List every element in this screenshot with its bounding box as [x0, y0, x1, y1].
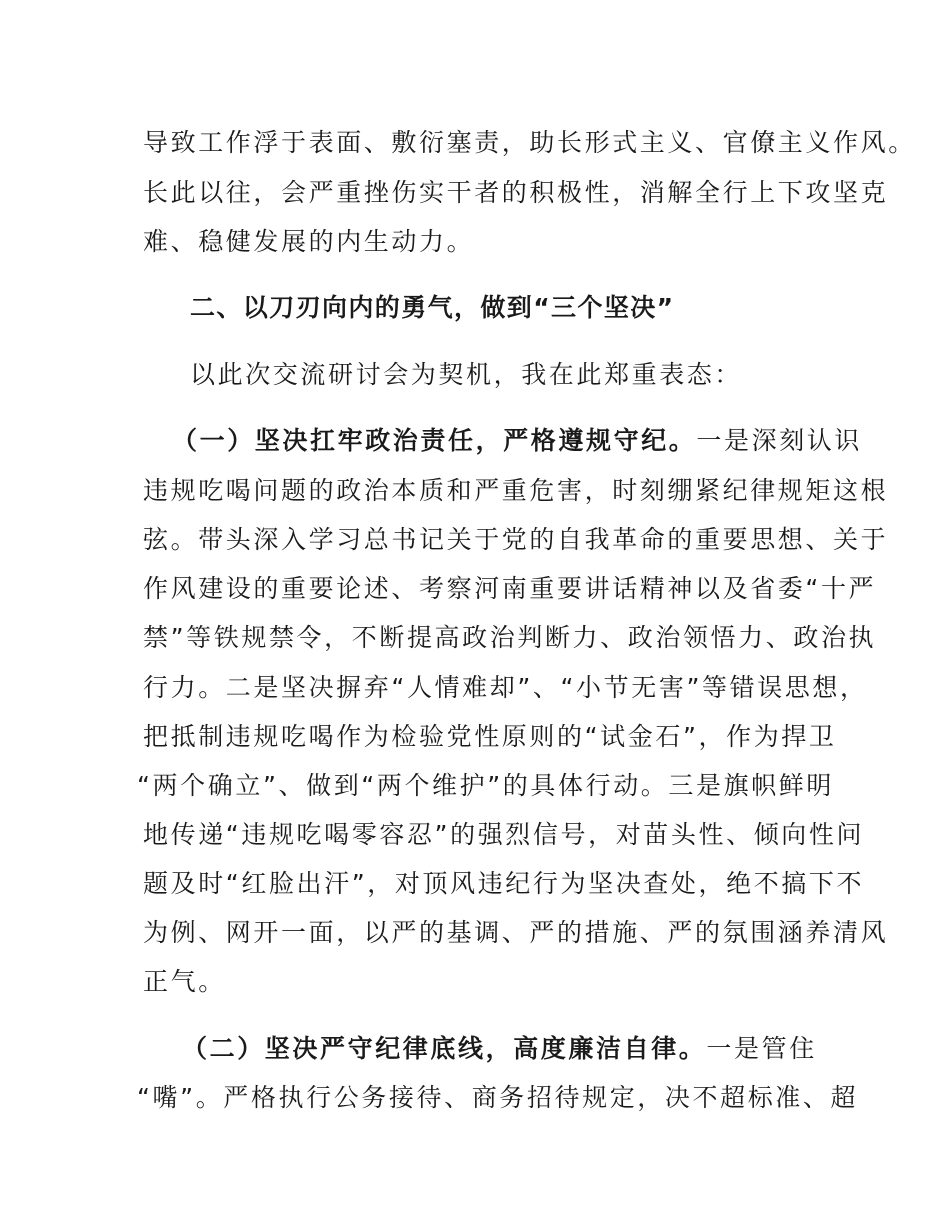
subsection-heading: （一）坚决扛牢政治责任，严格遵规守纪。: [172, 426, 697, 455]
subsection-heading: （二）坚决严守纪律底线，高度廉洁自律。: [182, 1034, 707, 1063]
paragraph-line: 难、稳健发展的内生动力。: [143, 227, 475, 256]
paragraph-line: 地传递“违规吃喝零容忍”的强烈信号，对苗头性、倾向性问: [143, 820, 865, 849]
paragraph-line: 禁”等铁规禁令，不断提高政治判断力、政治领悟力、政治执: [143, 623, 877, 652]
opening-statement: 以此次交流研讨会为契机，我在此郑重表态：: [190, 360, 743, 389]
subsection-text: 一是管住: [706, 1034, 817, 1063]
paragraph-line: 为例、网开一面，以严的基调、严的措施、严的氛围涵养清风: [143, 918, 889, 947]
subsection-first-line: [182, 1034, 817, 1064]
paragraph-line: 弦。带头深入学习总书记关于党的自我革命的重要思想、关于: [143, 525, 889, 554]
paragraph-line: 长此以往，会严重挫伤实干者的积极性，消解全行上下攻坚克: [143, 178, 889, 207]
paragraph-line: 行力。二是坚决摒弃“人情难却”、“小节无害”等错误思想，: [143, 673, 868, 702]
paragraph-line: “两个确立”、做到“两个维护”的具体行动。三是旗帜鲜明: [137, 771, 835, 800]
paragraph-line: 把抵制违规吃喝作为检验党性原则的“试金石”，作为捍卫: [143, 722, 837, 751]
paragraph-line: 导致工作浮于表面、敷衍塞责，助长形式主义、官僚主义作风。: [143, 128, 916, 157]
paragraph-line: 正气。: [143, 967, 226, 996]
subsection-first-line: [172, 426, 862, 456]
paragraph-line: “嘴”。严格执行公务接待、商务招待规定，决不超标准、超: [137, 1083, 859, 1112]
paragraph-line: 题及时“红脸出汗”，对顶风违纪行为坚决查处，绝不搞下不: [143, 869, 865, 898]
section-heading: 二、以刀刃向内的勇气，做到“三个坚决”: [190, 293, 675, 322]
paragraph-line: 违规吃喝问题的政治本质和严重危害，时刻绷紧纪律规矩这根: [143, 476, 889, 505]
subsection-text: 一是深刻认识: [696, 426, 863, 455]
paragraph-line: 作风建设的重要论述、考察河南重要讲话精神以及省委“十严: [143, 574, 877, 603]
